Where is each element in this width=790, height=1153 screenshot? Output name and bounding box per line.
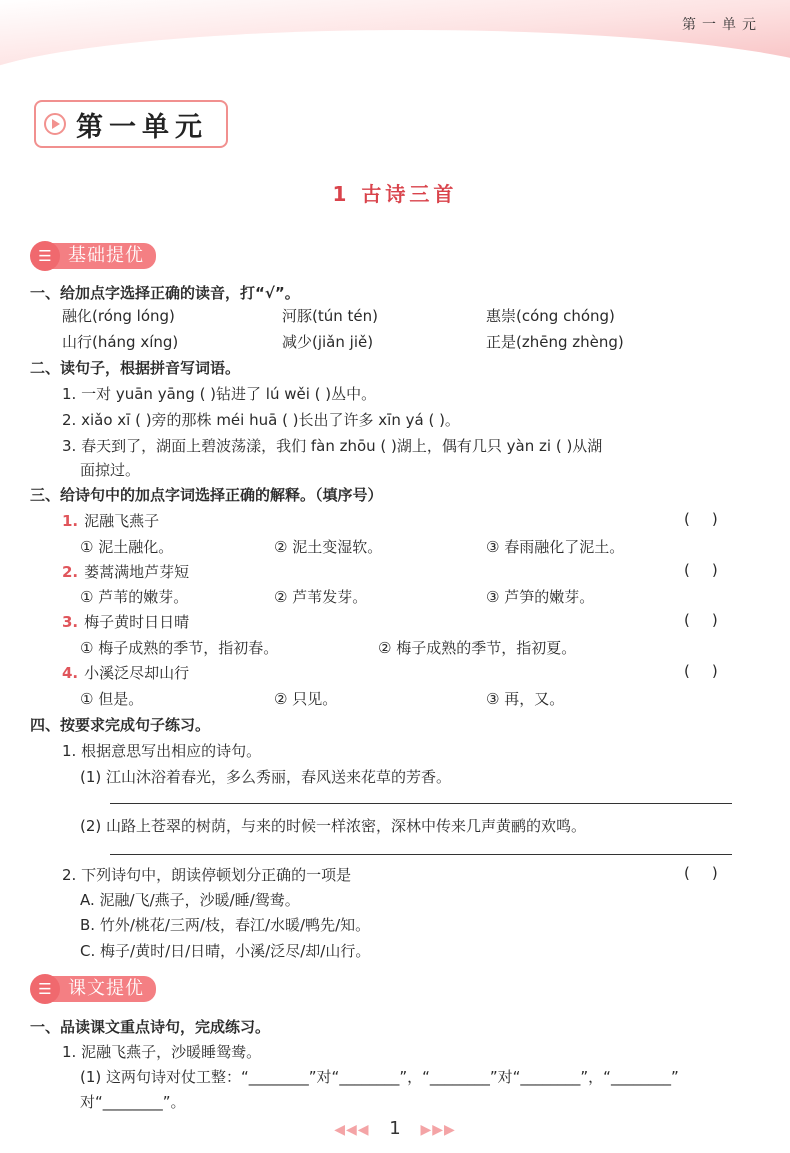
q1-item: 减少(jiǎn jiě): [282, 333, 374, 351]
play-icon: [44, 113, 66, 135]
running-header: 第一单元: [682, 17, 762, 33]
q4-sentence: (2) 山路上苍翠的树荫，与来的时候一样浓密，深林中传来几声黄鹂的欢鸣。: [80, 817, 587, 835]
section-badge-text: [30, 976, 156, 1002]
book-icon: ☰: [30, 241, 60, 271]
q4-option: C. 梅子/黄时/日/日晴，小溪/泛尽/却/山行。: [80, 942, 371, 960]
q1-item: 山行(háng xíng): [62, 333, 179, 351]
p1-sub: 1. 泥融飞燕子，沙暖睡鸳鸯。: [62, 1043, 262, 1061]
q3-option: ③ 芦笋的嫩芽。: [486, 588, 595, 606]
q3-option: ③ 春雨融化了泥土。: [486, 538, 625, 556]
q4-sub: 2. 下列诗句中，朗读停顿划分正确的一项是: [62, 866, 352, 884]
answer-line[interactable]: [110, 803, 732, 804]
answer-line[interactable]: [110, 854, 732, 855]
q1-item: 融化(róng lóng): [62, 307, 175, 325]
q2-title: 二、读句子，根据拼音写词语。: [30, 359, 241, 377]
page-footer: [0, 1118, 790, 1139]
q1-item: 正是(zhēng zhèng): [486, 333, 624, 351]
q3-stem: 1. 泥融飞燕子: [62, 512, 160, 530]
unit-title-box: [34, 100, 228, 148]
header-banner: [0, 0, 790, 90]
q4-title: 四、按要求完成句子练习。: [30, 716, 211, 734]
q4-option: B. 竹外/桃花/三两/枝，春江/水暖/鸭先/知。: [80, 916, 371, 934]
q3-stem: 4. 小溪泛尽却山行: [62, 664, 190, 682]
q2-item: 3. 春天到了，湖面上碧波荡漾，我们 fàn zhōu ( )湖上，偶有几只 yàn zi ( )从湖: [62, 437, 603, 455]
page-number: 1: [389, 1118, 401, 1139]
lesson-title: 1 古诗三首: [332, 182, 458, 206]
p1-sentence: 对“________”。: [80, 1093, 186, 1111]
q3-option: ② 泥土变湿软。: [274, 538, 383, 556]
q3-stem: 2. 蒌蒿满地芦芽短: [62, 563, 190, 581]
q3-option: ① 芦苇的嫩芽。: [80, 588, 189, 606]
q3-option: ① 梅子成熟的季节，指初春。: [80, 639, 279, 657]
book-icon: ☰: [30, 974, 60, 1004]
section-badge-basic: [30, 243, 156, 269]
q3-stem: 3. 梅子黄时日日晴: [62, 613, 190, 631]
q1-item: 惠崇(cóng chóng): [486, 307, 615, 325]
q3-option: ② 梅子成熟的季节，指初夏。: [378, 639, 577, 657]
p1-title: 一、品读课文重点诗句，完成练习。: [30, 1018, 271, 1036]
section-label: 课文提优: [50, 976, 156, 1002]
q4-sentence: (1) 江山沐浴着春光，多么秀丽，春风送来花草的芳香。: [80, 768, 452, 786]
q4-sub: 1. 根据意思写出相应的诗句。: [62, 742, 262, 760]
unit-title: 第一单元: [76, 111, 208, 143]
answer-paren[interactable]: (): [684, 611, 740, 629]
q3-option: ③ 再，又。: [486, 690, 565, 708]
p1-sentence: (1) 这两句诗对仗工整：“________”对“________”，“________”对“________”，“________”: [80, 1068, 679, 1086]
q1-title: 一、给加点字选择正确的读音，打“√”。: [30, 284, 300, 302]
q1-item: 河豚(tún tén): [282, 307, 378, 325]
q3-option: ② 只见。: [274, 690, 338, 708]
q4-option: A. 泥融/飞/燕子，沙暖/睡/鸳鸯。: [80, 891, 300, 909]
section-label: 基础提优: [50, 243, 156, 269]
q3-option: ② 芦苇发芽。: [274, 588, 368, 606]
right-arrows-icon: ▶▶▶: [420, 1122, 456, 1138]
q2-item: 面掠过。: [80, 461, 141, 479]
q3-option: ① 泥土融化。: [80, 538, 174, 556]
q2-item: 1. 一对 yuān yāng ( )钻进了 lú wěi ( )丛中。: [62, 385, 377, 403]
answer-paren[interactable]: (): [684, 510, 740, 528]
q3-title: 三、给诗句中的加点字词选择正确的解释。（填序号）: [30, 486, 383, 504]
q2-item: 2. xiǎo xī ( )旁的那株 méi huā ( )长出了许多 xīn yá ( )。: [62, 411, 460, 429]
left-arrows-icon: ◀◀◀: [334, 1122, 370, 1138]
q3-option: ① 但是。: [80, 690, 144, 708]
answer-paren[interactable]: (): [684, 864, 740, 882]
answer-paren[interactable]: (): [684, 561, 740, 579]
answer-paren[interactable]: (): [684, 662, 740, 680]
